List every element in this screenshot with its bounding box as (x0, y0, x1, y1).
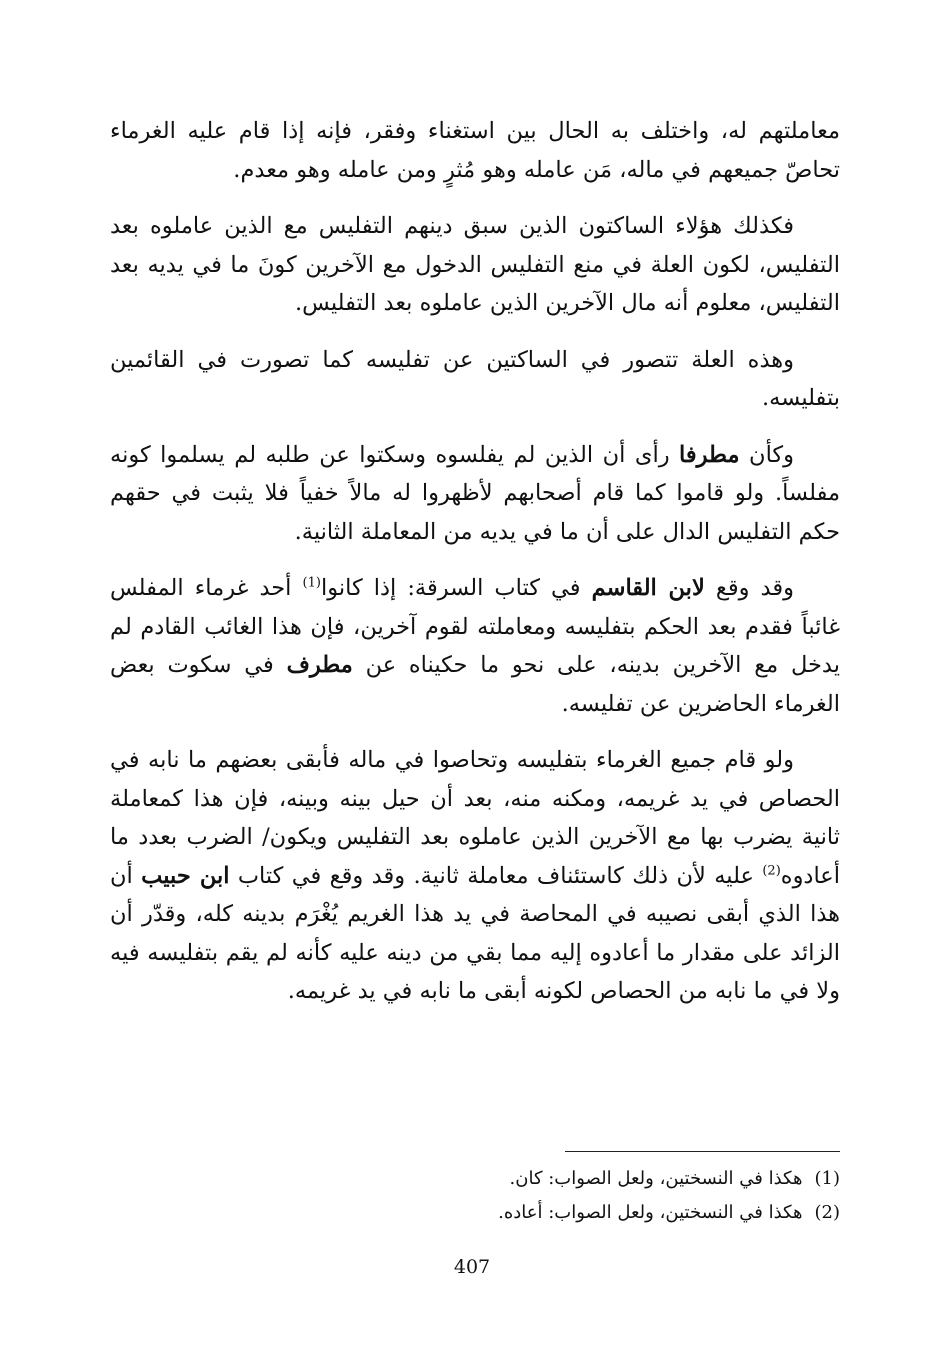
text-run: عليه لأن ذلك كاستئناف معاملة ثانية. وقد وقع في كتاب (229, 862, 763, 889)
bold-name: مطرفا (679, 441, 740, 468)
footnote-separator (565, 1151, 840, 1152)
paragraph (110, 112, 840, 189)
text-run: وهذه العلة تتصور في الساكتين عن تفليسه كما تصورت في القائمين بتفليسه. (110, 346, 840, 411)
footnote-number: (1) (814, 1168, 840, 1189)
footnote-text: هكذا في النسختين، ولعل الصواب: أعاده. (498, 1202, 803, 1223)
main-text (110, 112, 840, 1029)
text-run: أن هذا الذي أبقى نصيبه في المحاصة في يد هذا الغريم يُغْرَم بدينه كله، وقدّر أن الزائد على مقدار ما أعادوه إليه مما بقي من دينه عليه كأنه لم يقم بتفليسه فيه ولا في ما نابه من الحصاص لكونه أبقى ما نابه في يد غريمه. (110, 862, 840, 1004)
paragraph (110, 207, 840, 323)
footnote-2 (110, 1196, 840, 1230)
paragraph (110, 341, 840, 418)
footnote-ref: (2) (762, 863, 781, 878)
bold-name: مطرف (286, 652, 353, 678)
page-number: 407 (453, 1256, 491, 1278)
text-run: ولو قام جميع الغرماء بتفليسه وتحاصوا في ماله فأبقى بعضهم ما نابه في الحصاص في يد غريمه، ومكنه منه، بعد أن حيل بينه وبينه، فإن هذا كمعاملة ثانية يضرب بها مع الآخرين الذين عاملوه بعد التفليس ويكون/ الضرب بعدد ما أعادوه (110, 747, 840, 889)
bold-name: لابن القاسم (591, 575, 705, 601)
paragraph (110, 741, 840, 1011)
bold-name: ابن حبيب (141, 862, 230, 889)
footnote-1 (110, 1162, 840, 1196)
paragraph (110, 436, 840, 552)
text-run: في سكوت بعض الغرماء الحاضرين عن تفليسه. (110, 652, 840, 717)
text-run: فكذلك هؤلاء الساكتون الذين سبق دينهم التفليس مع الذين عاملوه بعد التفليس، لكون العلة في منع التفليس الدخول مع الآخرين كونَ ما في يديه بعد التفليس، معلوم أنه مال الآخرين الذين عاملوه بعد التفليس. (110, 213, 840, 316)
text-run: معاملتهم له، واختلف به الحال بين استغناء وفقر، فإنه إذا قام عليه الغرماء تحاصّ جميعهم في ماله، مَن عامله وهو مُثرٍ ومن عامله وهو معدم. (110, 118, 840, 183)
footnote-text: هكذا في النسختين، ولعل الصواب: كان. (509, 1168, 803, 1189)
text-run: رأى أن الذين لم يفلسوه وسكتوا عن طلبه لم يسلموا كونه مفلساً. ولو قاموا كما قام أصحابهم لأظهروا له مالاً خفياً فلا يثبت في حقهم حكم التفليس الدال على أن ما في يديه من المعاملة الثانية. (110, 441, 840, 545)
text-run: أحد غرماء المفلس غائباً فقدم بعد الحكم بتفليسه ومعاملته لقوم آخرين، فإن هذا الغائب القادم لم يدخل مع الآخرين بدينه، على نحو ما حكيناه عن (110, 575, 841, 678)
text-run: في كتاب السرقة: إذا كانوا (320, 575, 592, 601)
text-run: وكأن (739, 441, 794, 468)
footnote-ref: (1) (302, 575, 321, 591)
footnote-number: (2) (814, 1202, 840, 1223)
paragraph (110, 569, 840, 723)
text-run: وقد وقع (704, 575, 794, 601)
footnotes (110, 1162, 840, 1230)
